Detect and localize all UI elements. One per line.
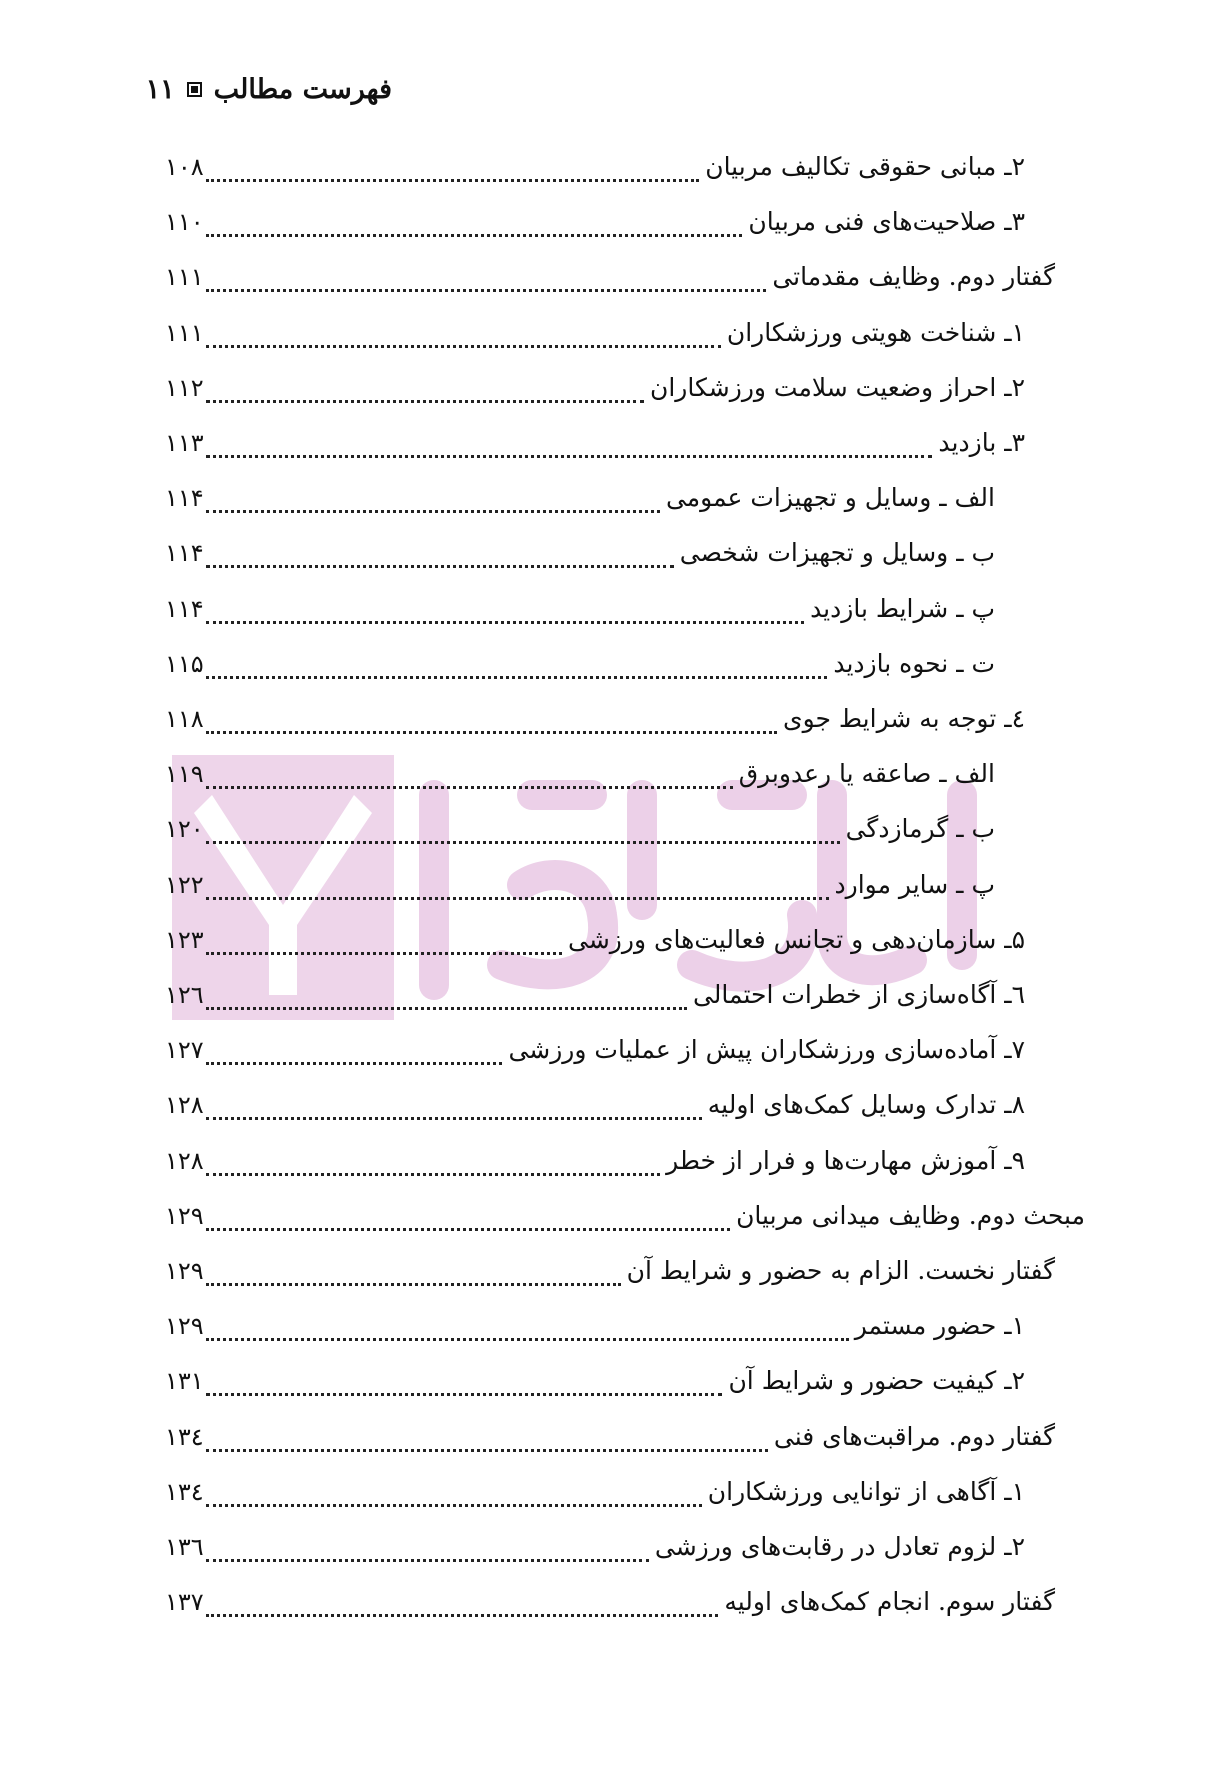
toc-entry-page: ۱۳۷ — [165, 1588, 204, 1616]
toc-entry-title: ۱ـ آگاهی از توانایی ورزشکاران — [707, 1477, 1025, 1506]
toc-entry — [165, 1201, 1085, 1241]
toc-entry-page: ۱۱۵ — [165, 650, 204, 678]
toc-entry — [165, 1532, 1025, 1572]
toc-entry — [165, 1256, 1055, 1296]
toc-entry-page: ۱۲٦ — [165, 981, 204, 1009]
toc-entry-title: پ ـ شرایط بازدید — [810, 594, 995, 623]
toc-entry-page: ۱۲۹ — [165, 1312, 204, 1340]
toc-entry — [165, 1587, 1055, 1627]
toc-entry-title: ۲ـ کیفیت حضور و شرایط آن — [728, 1366, 1025, 1395]
toc-entry-page: ۱۱۴ — [165, 595, 204, 623]
toc-entry — [165, 814, 995, 854]
toc-entry-page: ۱۲۹ — [165, 1257, 204, 1285]
dot-leader — [206, 621, 804, 624]
toc-entry-title: ۷ـ آماده‌سازی ورزشکاران پیش از عملیات ورزشی — [508, 1035, 1025, 1064]
dot-leader — [206, 1173, 660, 1176]
toc-entry-page: ۱۰۸ — [165, 153, 204, 181]
toc-entry-title: گفتار دوم. وظایف مقدماتی — [772, 262, 1055, 291]
toc-entry — [165, 318, 1025, 358]
toc-entry-page: ۱۲۸ — [165, 1147, 204, 1175]
toc-entry-title: ت ـ نحوه بازدید — [833, 649, 995, 678]
toc-entry — [165, 1035, 1025, 1075]
toc-entry-page: ۱۱۳ — [165, 429, 204, 457]
toc-entry-title: ۵ـ سازمان‌دهی و تجانس فعالیت‌های ورزشی — [568, 925, 1025, 954]
toc-entry — [165, 1422, 1055, 1462]
toc-entry — [165, 759, 995, 799]
toc-entry-page: ۱۲۷ — [165, 1036, 204, 1064]
dot-leader — [206, 1007, 687, 1010]
dot-leader — [206, 841, 840, 844]
toc-entry-page: ۱۱۰ — [165, 208, 204, 236]
toc-entry-page: ۱۱۱ — [165, 263, 204, 291]
dot-leader — [206, 1117, 702, 1120]
toc-entry-title: ۲ـ مبانی حقوقی تکالیف مربیان — [705, 152, 1025, 181]
toc-entry — [165, 649, 995, 689]
toc-entry — [165, 152, 1025, 192]
dot-leader — [206, 1283, 621, 1286]
dot-leader — [206, 1449, 768, 1452]
toc-entry — [165, 373, 1025, 413]
toc-entry — [165, 704, 1025, 744]
toc-entry-title: ۹ـ آموزش مهارت‌ها و فرار از خطر — [666, 1146, 1025, 1175]
toc-entry-page: ۱۲۰ — [165, 815, 204, 843]
toc-entry-title: ٤ـ توجه به شرایط جوی — [783, 704, 1025, 733]
toc-entry-title: گفتار نخست. الزام به حضور و شرایط آن — [626, 1256, 1055, 1285]
toc-entry-title: ۲ـ احراز وضعیت سلامت ورزشکاران — [650, 373, 1025, 402]
running-header — [146, 74, 392, 105]
toc-entry-page: ۱۱۲ — [165, 374, 204, 402]
toc-entry-page: ۱۲۳ — [165, 926, 204, 954]
dot-leader — [206, 676, 828, 679]
toc-entry — [165, 980, 1025, 1020]
toc-entry-title: الف ـ صاعقه یا رعدوبرق — [738, 759, 995, 788]
toc-entry — [165, 1311, 1025, 1351]
toc-entry-title: ٦ـ آگاه‌سازی از خطرات احتمالی — [692, 980, 1025, 1009]
dot-leader — [206, 1504, 702, 1507]
toc-entry-page: ۱۲۹ — [165, 1202, 204, 1230]
toc-entry — [165, 1366, 1025, 1406]
dot-leader — [206, 1614, 719, 1617]
toc-entry-title: الف ـ وسایل و تجهیزات عمومی — [665, 483, 995, 512]
toc-entry-title: ۸ـ تدارک وسایل کمک‌های اولیه — [707, 1090, 1025, 1119]
toc-entry — [165, 1477, 1025, 1517]
dot-leader — [206, 345, 721, 348]
toc-entry-page: ۱۱۹ — [165, 760, 204, 788]
dot-leader — [206, 179, 700, 182]
toc-entry — [165, 925, 1025, 965]
toc-entry — [165, 870, 995, 910]
dot-leader — [206, 565, 674, 568]
toc-entry — [165, 594, 995, 634]
toc-entry-page: ۱۱۴ — [165, 539, 204, 567]
toc-entry-page: ۱۳٤ — [165, 1423, 204, 1451]
toc-entry-title: گفتار دوم. مراقبت‌های فنی — [773, 1422, 1055, 1451]
dot-leader — [206, 1559, 649, 1562]
toc-entry — [165, 428, 1025, 468]
dot-leader — [206, 731, 777, 734]
toc-entry-title: ۳ـ صلاحیت‌های فنی مربیان — [748, 207, 1025, 236]
toc-entry-title: گفتار سوم. انجام کمک‌های اولیه — [724, 1587, 1055, 1616]
toc-entry-title: ب ـ گرمازدگی — [845, 814, 995, 843]
dot-leader — [206, 455, 933, 458]
header-title: فهرست مطالب — [213, 74, 392, 105]
toc-entry-title: ب ـ وسایل و تجهیزات شخصی — [679, 538, 995, 567]
toc-entry-page: ۱۲۸ — [165, 1091, 204, 1119]
dot-leader — [206, 400, 644, 403]
toc-entry — [165, 1090, 1025, 1130]
toc-entry-title: ۳ـ بازدید — [938, 428, 1025, 457]
dot-leader — [206, 1228, 730, 1231]
dot-leader — [206, 510, 660, 513]
toc-entry — [165, 262, 1055, 302]
dot-leader — [206, 234, 743, 237]
dot-leader — [206, 786, 733, 789]
dot-leader — [206, 952, 562, 955]
toc-entry — [165, 207, 1025, 247]
square-bullet-icon — [187, 82, 202, 97]
toc-entry-page: ۱۳۱ — [165, 1367, 204, 1395]
dot-leader — [206, 289, 767, 292]
toc-entry-page: ۱۳٦ — [165, 1533, 204, 1561]
toc-entry-page: ۱۱۸ — [165, 705, 204, 733]
toc-entry-title: ۱ـ شناخت هویتی ورزشکاران — [726, 318, 1025, 347]
toc-entry — [165, 483, 995, 523]
toc-entry — [165, 1146, 1025, 1186]
toc-entry-page: ۱۳٤ — [165, 1478, 204, 1506]
toc-entry-title: مبحث دوم. وظایف میدانی مربیان — [736, 1201, 1085, 1230]
dot-leader — [206, 1338, 849, 1341]
toc-entry-title: پ ـ سایر موارد — [834, 870, 995, 899]
toc-entry-title: ۱ـ حضور مستمر — [854, 1311, 1025, 1340]
dot-leader — [206, 897, 829, 900]
dot-leader — [206, 1393, 723, 1396]
toc-entry-page: ۱۲۲ — [165, 871, 204, 899]
dot-leader — [206, 1062, 503, 1065]
toc-entry — [165, 538, 995, 578]
header-page-number: ۱۱ — [145, 74, 175, 105]
toc-entry-title: ۲ـ لزوم تعادل در رقابت‌های ورزشی — [654, 1532, 1025, 1561]
toc-entry-page: ۱۱۴ — [165, 484, 204, 512]
toc-entry-page: ۱۱۱ — [165, 319, 204, 347]
